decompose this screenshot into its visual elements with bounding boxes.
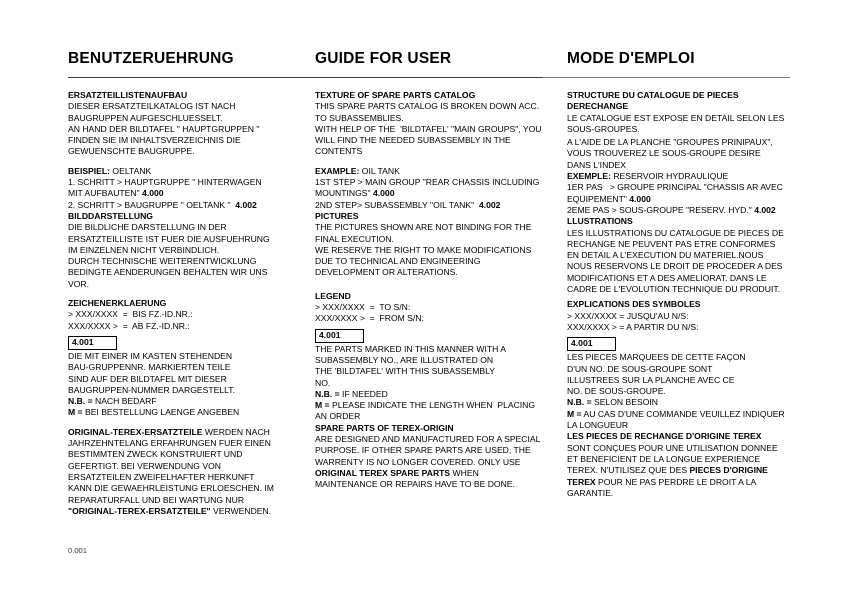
- en-section-legend: [315, 291, 553, 423]
- en-section-structure: [315, 90, 553, 158]
- de-example-line-3-code: 4.002: [235, 199, 257, 210]
- fr-structure-line-4: VOUS TROUVEREZ LE SOUS-GROUPE DESIRE: [567, 148, 761, 159]
- en-example-line-1: 1ST STEP > MAIN GROUP "REAR CHASSIS INCLUDING: [315, 177, 540, 188]
- de-example-heading: [68, 166, 301, 177]
- fr-symbols-indent-2: D'UN NO. DE SOUS-GROUPE SONT: [567, 363, 713, 374]
- en-pictures-line-3: WE RESERVE THE RIGHT TO MAKE MODIFICATIONS: [315, 244, 532, 255]
- de-legend-m-text: BEI BESTELLUNG LAENGE ANGEBEN: [82, 407, 240, 418]
- en-example-line-2-code: 4.000: [372, 188, 395, 199]
- de-structure-line-2: BAUGRUPPEN AUFGESCHLUESSELT.: [68, 112, 223, 123]
- fr-structure-line-3: A L'AIDE DE LA PLANCHE "GROUPES PRINIPAUX",: [567, 137, 773, 148]
- en-example-line-2: [315, 188, 553, 199]
- fr-symbols-m: [567, 409, 790, 420]
- fr-symbols-m-text: AU CAS D'UNE COMMANDE VEUILLEZ INDIQUER: [581, 408, 785, 419]
- fr-symbols-indent-3: ILLUSTREES SUR LA PLANCHE AVEC CE: [567, 374, 735, 385]
- de-structure-line-5: GEWUENSCHTE BAUGRUPPE.: [68, 146, 195, 157]
- equals-icon: =: [584, 397, 592, 408]
- de-example-line-3-text: 2. SCHRITT > BAUGRUPPE " OELTANK ": [68, 199, 236, 210]
- de-legend-line-2: XXX/XXXX > = AB FZ.-ID.NR.:: [68, 320, 190, 331]
- column-german: [68, 90, 315, 517]
- en-legend-nb-label: N.B.: [315, 388, 333, 399]
- fr-symbols-m-text-2: LA LONGUEUR: [567, 420, 629, 431]
- fr-section-structure-title-line-2: DERECHANGE: [567, 101, 629, 112]
- en-example-value: OIL TANK: [359, 165, 400, 176]
- fr-symbols-line-1: > XXX/XXXX = JUSQU'AU N/S:: [567, 310, 689, 321]
- de-example-value: OELTANK: [110, 165, 152, 176]
- de-section-example: [68, 166, 301, 211]
- en-legend-line-2: XXX/XXXX > = FROM S/N:: [315, 313, 424, 324]
- fr-illustrations-line-4: NOUS RESERVONS LE DROIT DE PROCEDER A DES: [567, 261, 783, 272]
- en-subassembly-tag-box: 4.001: [315, 329, 364, 343]
- column-french: [567, 90, 790, 499]
- fr-original-line-3: [567, 465, 790, 476]
- de-legend-m: [68, 407, 301, 418]
- page-number: 0.001: [68, 546, 88, 555]
- en-legend-m: [315, 400, 553, 411]
- en-original-line-5: MAINTENANCE OR REPAIRS HAVE TO BE DONE.: [315, 479, 515, 490]
- fr-symbols-m-label: M: [567, 408, 575, 419]
- fr-original-line-1: SONT CONÇUES POUR UNE UTILISATION DONNEE: [567, 442, 778, 453]
- equals-icon: =: [75, 407, 83, 418]
- en-legend-nb: [315, 389, 553, 400]
- fr-symbols-indent-1: LES PIECES MARQUEES DE CETTE FAÇON: [567, 352, 746, 363]
- de-original-bold-1: ORIGINAL-TEREX-ERSATZTEILE: [68, 426, 203, 437]
- en-pictures-line-4: DUE TO TECHNICAL AND ENGINEERING: [315, 256, 481, 267]
- fr-example-heading: [567, 171, 790, 182]
- en-original-line-1: ARE DESIGNED AND MANUFACTURED FOR A SPECIAL: [315, 434, 541, 445]
- fr-original-line-5: GARANTIE.: [567, 487, 614, 498]
- en-section-example: [315, 166, 553, 211]
- fr-symbols-nb: [567, 397, 790, 408]
- equals-icon: =: [574, 408, 582, 419]
- fr-example-value: RESERVOIR HYDRAULIQUE: [610, 171, 729, 182]
- de-section-original-parts: [68, 427, 301, 517]
- de-original-line-6: KANN DIE GEWAEHRLEISTUNG ERLOESCHEN. IM: [68, 483, 274, 494]
- en-legend-line-1: > XXX/XXXX = TO S/N:: [315, 302, 411, 313]
- de-subassembly-tag-box: 4.001: [68, 336, 117, 350]
- equals-icon: =: [322, 400, 330, 411]
- en-example-line-3-text: 2ND STEP> SUBASSEMBLY "OIL TANK": [315, 199, 479, 210]
- en-section-pictures: [315, 211, 553, 279]
- en-structure-line-5: CONTENTS: [315, 146, 363, 157]
- fr-illustrations-line-3: EN DETAIL A L'EXECUTION DU MATERIEL.NOUS: [567, 250, 764, 261]
- equals-icon: =: [332, 388, 340, 399]
- fr-example-line-1: 1ER PAS > GROUPE PRINCIPAL "CHASSIS AR AVEC: [567, 182, 783, 193]
- de-legend-m-label: M: [68, 407, 76, 418]
- fr-symbols-title: EXPLICATIONS DES SYMBOLES: [567, 299, 701, 310]
- en-original-line-4: [315, 468, 553, 479]
- fr-example-line-3-text: 2EME PAS > SOUS-GROUPE "RESERV. HYD.": [567, 204, 755, 215]
- fr-subassembly-tag-box: 4.001: [567, 337, 616, 351]
- de-original-line-1: [68, 427, 301, 438]
- de-original-line-5: ERSATZTEILEN ZWEIFELHAFTER HERKUNFT: [68, 471, 255, 482]
- en-original-title: SPARE PARTS OF TEREX-ORIGIN: [315, 422, 454, 433]
- en-legend-title: LEGEND: [315, 290, 351, 301]
- fr-symbols-indent-4: NO. DE SOUS-GROUPE.: [567, 386, 666, 397]
- de-example-line-3: [68, 200, 301, 211]
- en-example-line-3-code: 4.002: [478, 199, 501, 210]
- en-legend-indent-4: NO.: [315, 377, 331, 388]
- fr-illustrations-title: LLUSTRATIONS: [567, 216, 633, 227]
- de-original-line-7: REPARATURFALL UND BEI WARTUNG NUR: [68, 494, 245, 505]
- de-section-pictures: [68, 211, 301, 290]
- fr-example-line-2: [567, 194, 790, 205]
- en-legend-nb-text: IF NEEDED: [339, 388, 388, 399]
- heading-english: GUIDE FOR USER: [315, 50, 452, 67]
- fr-original-line-4: [567, 477, 790, 488]
- de-section-structure-title: ERSATZTEILLISTENAUFBAU: [68, 90, 188, 100]
- fr-structure-line-1: LE CATALOGUE EST EXPOSE EN DETAIL SELON LES: [567, 112, 785, 123]
- en-example-line-3: [315, 200, 553, 211]
- fr-symbols-nb-text: SELON BESOIN: [591, 397, 658, 408]
- fr-original-line-3-text: TEREX. N'UTILISEZ QUE DES: [567, 465, 690, 476]
- fr-symbols-tagbox-wrap: [567, 333, 790, 352]
- de-structure-line-1: DIESER ERSATZTEILKATALOG IST NACH: [68, 101, 236, 112]
- de-pictures-title: BILDDARSTELLUNG: [68, 210, 153, 221]
- de-original-line-1-rest: WERDEN NACH: [202, 426, 270, 437]
- de-section-structure: [68, 90, 301, 158]
- en-original-line-2: PURPOSE. IF OTHER SPARE PARTS ARE USED, THE: [315, 445, 531, 456]
- de-example-line-1: 1. SCHRITT > HAUPTGRUPPE " HINTERWAGEN: [68, 177, 262, 188]
- fr-section-example: [567, 171, 790, 216]
- en-legend-indent-1: THE PARTS MARKED IN THIS MANNER WITH A: [315, 343, 506, 354]
- header-divider-rule-dark: [68, 77, 543, 78]
- fr-original-line-2: ET BENEFICIENT DE LA LONGUE EXPERIENCE: [567, 453, 761, 464]
- de-original-line-3: BESTIMMTEN ZWECK KONSTRUIERT UND: [68, 449, 243, 460]
- de-legend-tagbox-wrap: [68, 332, 301, 351]
- en-legend-tagbox-wrap: [315, 325, 553, 344]
- fr-example-line-2-text: EQUIPEMENT": [567, 193, 630, 204]
- fr-example-line-3: [567, 205, 790, 216]
- de-example-line-2-code: 4.000: [142, 188, 164, 199]
- heading-german: BENUTZERUEHRUNG: [68, 50, 234, 67]
- en-structure-line-2: TO SUBASSEMBLIES.: [315, 112, 404, 123]
- de-pictures-line-6: VOR.: [68, 278, 90, 289]
- en-legend-m-text-2: AN ORDER: [315, 411, 361, 422]
- de-structure-line-4: FINDEN SIE IM INHALTSVERZEICHNIS DIE: [68, 135, 241, 146]
- de-legend-nb-text: NACH BEDARF: [92, 396, 157, 407]
- de-original-line-4: GEFERTIGT. BEI VERWENDUNG VON: [68, 460, 221, 471]
- de-original-line-8-rest: VERWENDEN.: [210, 505, 272, 516]
- en-pictures-line-5: DEVELOPMENT OR ALTERATIONS.: [315, 267, 458, 278]
- fr-original-bold-1: PIECES D'ORIGINE: [689, 465, 768, 476]
- column-english: [315, 90, 567, 491]
- en-original-line-4-rest: WHEN: [450, 467, 479, 478]
- de-section-legend: [68, 298, 301, 419]
- de-pictures-line-3: IM EINZELNEN NICHT VERBINDLICH.: [68, 244, 220, 255]
- de-legend-indent-4: BAUGRUPPEN-NUMMER DARGESTELLT.: [68, 384, 235, 395]
- fr-original-title: LES PIECES DE RECHANGE D'ORIGINE TEREX: [567, 431, 762, 442]
- de-legend-indent-3: SIND AUF DER BILDTAFEL MIT DIESER: [68, 373, 227, 384]
- en-section-original-parts: [315, 423, 553, 491]
- de-example-line-2: [68, 188, 301, 199]
- fr-original-line-4-rest: POUR NE PAS PERDRE LE DROIT A LA: [595, 476, 757, 487]
- heading-french: MODE D'EMPLOI: [567, 50, 695, 67]
- de-legend-title: ZEICHENERKLAERUNG: [68, 298, 167, 309]
- en-section-structure-title: TEXTURE OF SPARE PARTS CATALOG: [315, 90, 476, 100]
- de-pictures-line-2: ERSATZTEILLISTE IST FUER DIE AUSFUEHRUNG: [68, 233, 270, 244]
- de-legend-line-1: > XXX/XXXX = BIS FZ.-ID.NR.:: [68, 309, 193, 320]
- fr-section-structure-title-line-1: STRUCTURE DU CATALOGUE DE PIECES: [567, 90, 739, 100]
- de-legend-nb-label: N.B.: [68, 396, 86, 407]
- de-pictures-line-4: DURCH TECHNISCHE WEITERENTWICKLUNG: [68, 256, 257, 267]
- en-legend-m-text: PLEASE INDICATE THE LENGTH WHEN PLACING: [329, 400, 536, 411]
- fr-section-illustrations: [567, 216, 790, 295]
- de-legend-nb: [68, 396, 301, 407]
- en-example-label: EXAMPLE:: [315, 165, 360, 176]
- en-structure-line-1: THIS SPARE PARTS CATALOG IS BROKEN DOWN ACC.: [315, 101, 540, 112]
- equals-icon: =: [85, 396, 93, 407]
- de-original-line-8: [68, 506, 301, 517]
- en-original-bold-2: ORIGINAL TEREX SPARE PARTS: [315, 467, 451, 478]
- fr-structure-line-2: SOUS-GROUPES.: [567, 123, 640, 134]
- en-example-heading: [315, 166, 553, 177]
- en-pictures-title: PICTURES: [315, 210, 359, 221]
- en-legend-indent-2: SUBASSEMBLY NO., ARE ILLUSTRATED ON: [315, 354, 494, 365]
- fr-section-symbols: [567, 299, 790, 431]
- fr-illustrations-line-6: CADRE DE L'EVOLUTION TECHNIQUE DU PRODUIT.: [567, 284, 781, 295]
- en-structure-line-3: WITH HELP OF THE 'BILDTAFEL' "MAIN GROUPS", YOU: [315, 123, 542, 134]
- fr-example-line-3-code: 4.002: [754, 204, 776, 215]
- fr-section-original-parts: [567, 431, 790, 499]
- en-pictures-line-1: THE PICTURES SHOWN ARE NOT BINDING FOR THE: [315, 222, 532, 233]
- en-structure-line-4: WILL FIND THE NEEDED SUBASSEMBLY IN THE: [315, 135, 511, 146]
- de-structure-line-3: AN HAND DER BILDTAFEL " HAUPTGRUPPEN ": [68, 123, 260, 134]
- en-legend-indent-3: THE 'BILDTAFEL' WITH THIS SUBASSEMBLY: [315, 366, 495, 377]
- fr-example-label: EXEMPLE:: [567, 171, 611, 182]
- de-example-line-2-text: MIT AUFBAUTEN": [68, 188, 143, 199]
- de-legend-indent-2: BAU-GRUPPENNR. MARKIERTEN TEILE: [68, 362, 231, 373]
- en-example-line-2-text: MOUNTINGS": [315, 188, 373, 199]
- fr-illustrations-line-5: MODIFICATIONS ET A DES AMELIORAT. DANS LE: [567, 272, 767, 283]
- en-legend-m-label: M: [315, 400, 323, 411]
- fr-original-bold-2: TEREX: [567, 476, 596, 487]
- fr-section-structure: [567, 90, 790, 171]
- de-original-bold-2: "ORIGINAL-TEREX-ERSATZTEILE": [68, 505, 211, 516]
- de-pictures-line-1: DIE BILDLICHE DARSTELLUNG IN DER: [68, 222, 227, 233]
- fr-symbols-line-2: XXX/XXXX > = A PARTIR DU N/S:: [567, 321, 699, 332]
- fr-illustrations-line-1: LES ILLUSTRATIONS DU CATALOGUE DE PIECES DE: [567, 227, 784, 238]
- fr-structure-line-5: DANS L'INDEX: [567, 159, 626, 170]
- de-pictures-line-5: BEDINGTE AENDERUNGEN BEHALTEN WIR UNS: [68, 267, 268, 278]
- fr-symbols-nb-label: N.B.: [567, 397, 585, 408]
- page-body: [68, 90, 790, 517]
- en-original-line-3: WARRENTY IS NO LONGER COVERED. ONLY USE: [315, 456, 521, 467]
- de-original-line-2: JAHRZEHNTELANG ERFAHRUNGEN FUER EINEN: [68, 438, 271, 449]
- de-legend-indent-1: DIE MIT EINER IM KASTEN STEHENDEN: [68, 350, 233, 361]
- fr-illustrations-line-2: RECHANGE NE PEUVENT PAS ETRE CONFORMES: [567, 238, 776, 249]
- fr-example-line-2-code: 4.000: [629, 193, 651, 204]
- de-example-label: BEISPIEL:: [68, 165, 111, 176]
- en-pictures-line-2: FINAL EXECUTION.: [315, 233, 394, 244]
- page-headings: [68, 50, 790, 68]
